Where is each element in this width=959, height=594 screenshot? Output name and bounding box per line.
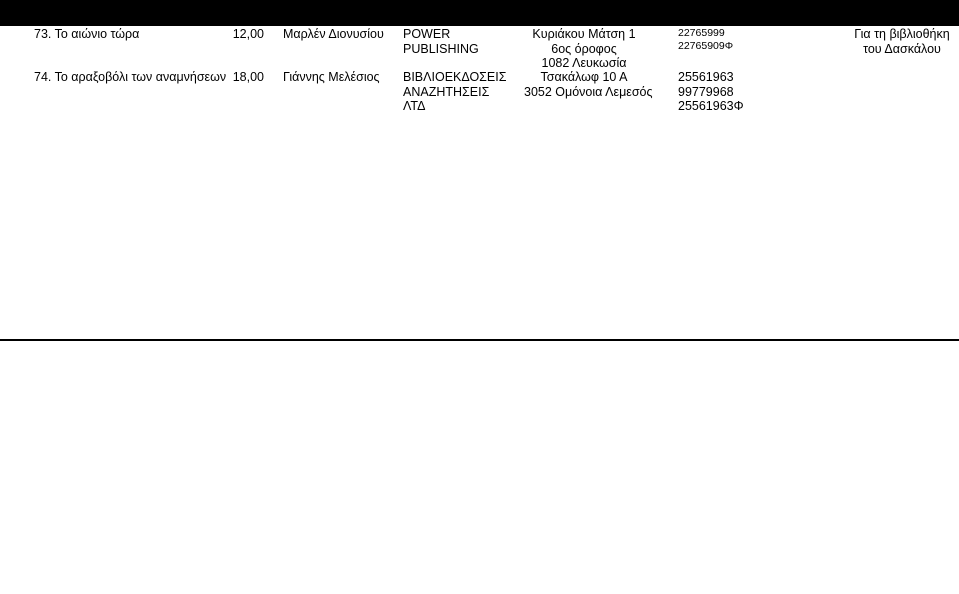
row-contact-line: 22765909Φ xyxy=(678,40,734,52)
row-approval-line: Για τη βιβλιοθήκη xyxy=(854,27,950,41)
row-author-line: Μαρλέν Διονυσίου xyxy=(283,27,384,41)
row-approval-line: του Δασκάλου xyxy=(863,41,941,56)
row-contact-line: 99779968 xyxy=(678,84,734,99)
row-address-line: 6ος όροφος xyxy=(551,41,617,56)
row-publisher-line: ΒΙΒΛΙΟΕΚΔΟΣΕΙΣ xyxy=(403,70,507,84)
row-address-line: 1082 Λευκωσία xyxy=(541,56,627,70)
row-title-line: 73. Το αιώνιο τώρα xyxy=(34,27,140,41)
row-publisher-line: ΛΤΔ xyxy=(403,99,426,113)
table-header xyxy=(0,0,959,26)
row-address-line: 3052 Ομόνοια Λεμεσός xyxy=(524,84,653,99)
row-publisher-line: PUBLISHING xyxy=(403,41,479,56)
row-publisher-line: POWER xyxy=(403,27,451,41)
row-address-line: Κυριάκου Μάτση 1 xyxy=(532,27,636,41)
row-price: 18,00 xyxy=(232,70,264,84)
row-contact-line: 25561963Φ xyxy=(678,99,744,113)
row-author-line: Γιάννης Μελέσιος xyxy=(283,70,380,84)
row-contact-line: 22765999 xyxy=(678,27,725,39)
row-title-line: 74. Το αραξοβόλι των αναμνήσεων xyxy=(34,70,227,84)
row-publisher-line: ΑΝΑΖΗΤΗΣΕΙΣ xyxy=(403,84,490,99)
row-contact-line: 25561963 xyxy=(678,70,734,84)
row-address-line: Τσακάλωφ 10 Α xyxy=(540,70,628,84)
divider xyxy=(0,339,959,341)
row-price: 12,00 xyxy=(232,27,264,41)
